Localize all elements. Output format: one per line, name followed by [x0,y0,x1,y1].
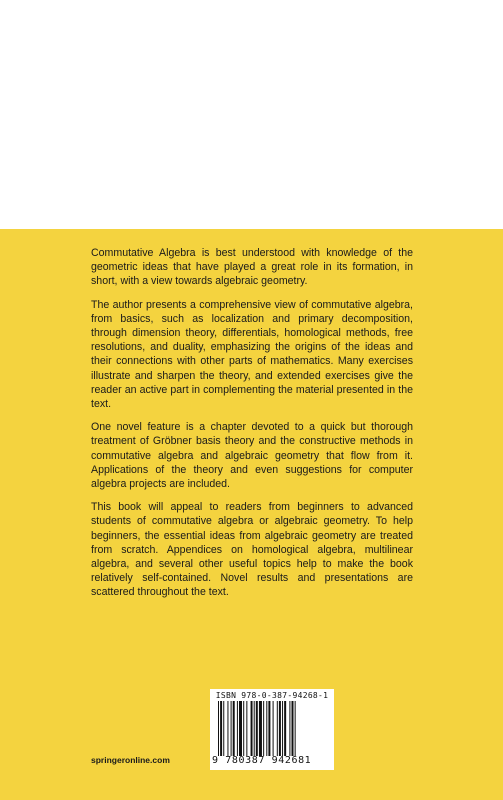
blurb-paragraph-1: Commutative Algebra is best understood with knowledge of the geometric ideas that have played a great role in its formation, in short, with a view towards algebraic geometry. [91,247,413,288]
blurb-text [91,246,413,609]
publisher-website: springeronline.com [91,755,170,765]
isbn-barcode [210,689,334,770]
blurb-paragraph-2: The author presents a comprehensive view of commutative algebra, from basics, such as localization and primary decomposition, through dimension theory, differentials, homological methods, free resolutions, and duality, emphasizing the origins of the ideas and their connections with other parts of mathematics. Many exercises illustrate and sharpen the theory, and extended exercises give the reader an active part in complementing the material presented in the text. [91,298,413,411]
barcode-bars [218,701,328,756]
top-white-area [0,0,503,229]
isbn-label: ISBN 978-0-387-94268-1 [215,691,329,700]
isbn-digits: 9 780387 942681 [212,755,312,766]
blurb-paragraph-4: This book will appeal to readers from beginners to advanced students of commutative algebra or algebraic geometry. To help beginners, the essential ideas from algebraic geometry are treated from scratch. Appendices on homological algebra, multilinear algebra, and several other useful topics help to make the book relatively self-contained. Novel results and presentations are scattered throughout the text. [91,501,413,599]
blurb-paragraph-3: One novel feature is a chapter devoted to a quick but thorough treatment of Gröbner basis theory and the constructive methods in commutative algebra and algebraic geometry that flow from it. Applications of the theory and even suggestions for computer algebra projects are included. [91,421,413,491]
